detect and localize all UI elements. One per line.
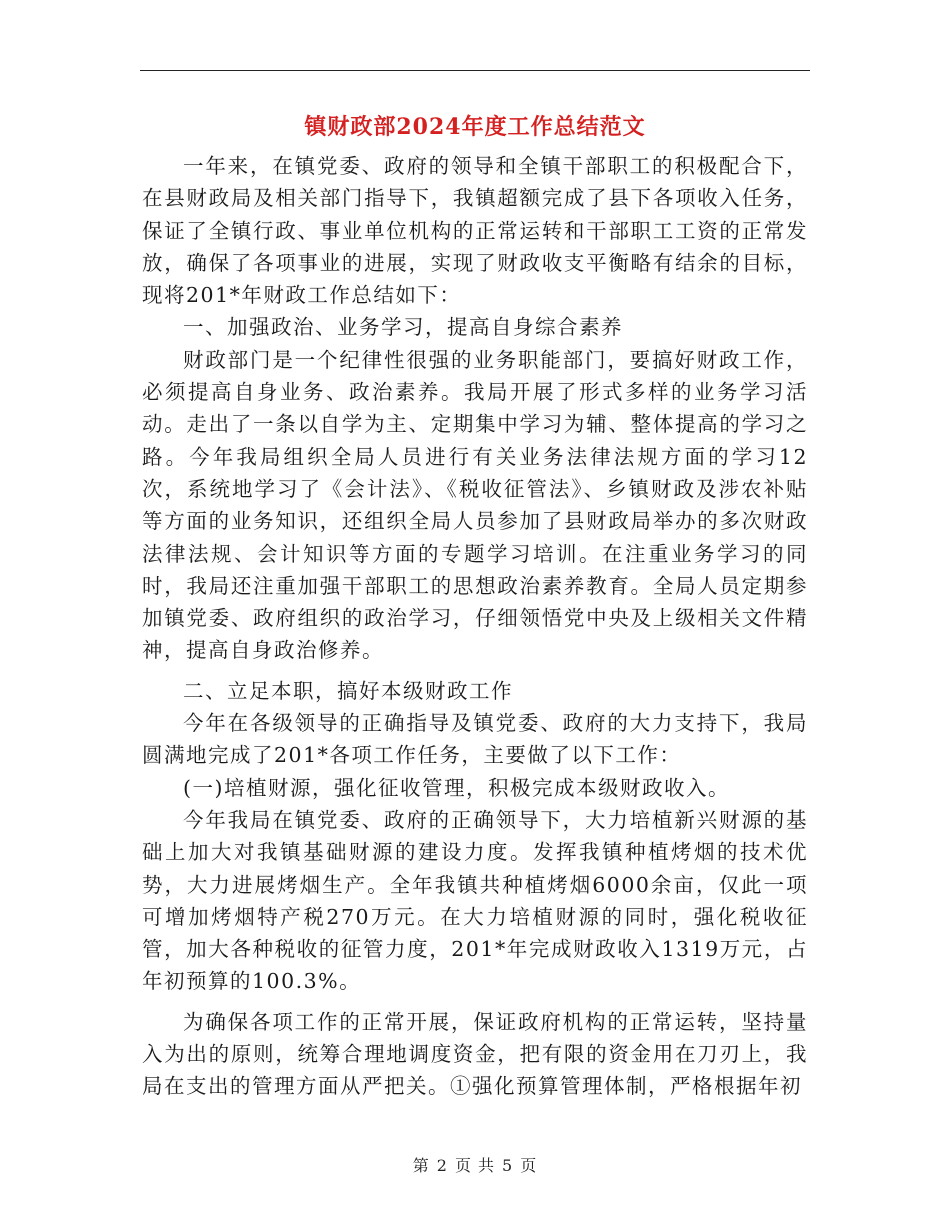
expenditure-paragraph: 为确保各项工作的正常开展，保证政府机构的正常运转，坚持量入为出的原则，统筹合理地调度资金，把有限的资金用在刀刃上，我局在支出的管理方面从严把关。①强化预算管理体制，严格根据年初 (142, 1009, 808, 1099)
section-2-paragraph: 今年在各级领导的正确指导及镇党委、政府的大力支持下，我局圆满地完成了201*各项工作任务，主要做了以下工作： (142, 711, 808, 768)
intro-paragraph: 一年来，在镇党委、政府的领导和全镇干部职工的积极配合下，在县财政局及相关部门指导下，我镇超额完成了县下各项收入任务，保证了全镇行政、事业单位机构的正常运转和干部职工工资的正常发放，确保了各项事业的进展，实现了财政收支平衡略有结余的目标，现将201*年财政工作总结如下： (142, 154, 808, 308)
page-footer (0, 1153, 950, 1176)
section-1-paragraph: 财政部门是一个纪律性很强的业务职能部门，要搞好财政工作，必须提高自身业务、政治素养。我局开展了形式多样的业务学习活动。走出了一条以自学为主、定期集中学习为辅、整体提高的学习之路。今年我局组织全局人员进行有关业务法律法规方面的学习12次，系统地学习了《会计法》、《税收征管法》、乡镇财政及涉农补贴等方面的业务知识，还组织全局人员参加了县财政局举办的多次财政法律法规、会计知识等方面的专题学习培训。在注重业务学习的同时，我局还注重加强干部职工的思想政治素养教育。全局人员定期参加镇党委、政府组织的政治学习，仔细领悟党中央及上级相关文件精神，提高自身政治修养。 (142, 347, 808, 663)
footer-prefix: 第 (412, 1156, 430, 1175)
section-heading-2: 二、立足本职，搞好本级财政工作 (183, 678, 513, 703)
footer-middle: 页 共 (454, 1156, 496, 1175)
document-body (142, 150, 808, 1103)
subsection-heading-1: (一)培植财源，强化征收管理，积极完成本级财政收入。 (183, 775, 730, 800)
header-rule (140, 70, 810, 71)
footer-page-number: 2 (436, 1156, 448, 1175)
footer-page-total: 5 (502, 1156, 514, 1175)
section-heading-1: 一、加强政治、业务学习，提高自身综合素养 (183, 315, 623, 340)
document-title: 镇财政部2024年度工作总结范文 (304, 114, 646, 140)
subsection-1-paragraph: 今年我局在镇党委、政府的正确领导下，大力培植新兴财源的基础上加大对我镇基础财源的建设力度。发挥我镇种植烤烟的技术优势，大力进展烤烟生产。全年我镇共种植烤烟6000余亩，仅此一项可增加烤烟特产税270万元。在大力培植财源的同时，强化税收征管，加大各种税收的征管力度，201*年完成财政收入1319万元，占年初预算的100.3%。 (142, 807, 808, 994)
footer-suffix: 页 (520, 1156, 538, 1175)
